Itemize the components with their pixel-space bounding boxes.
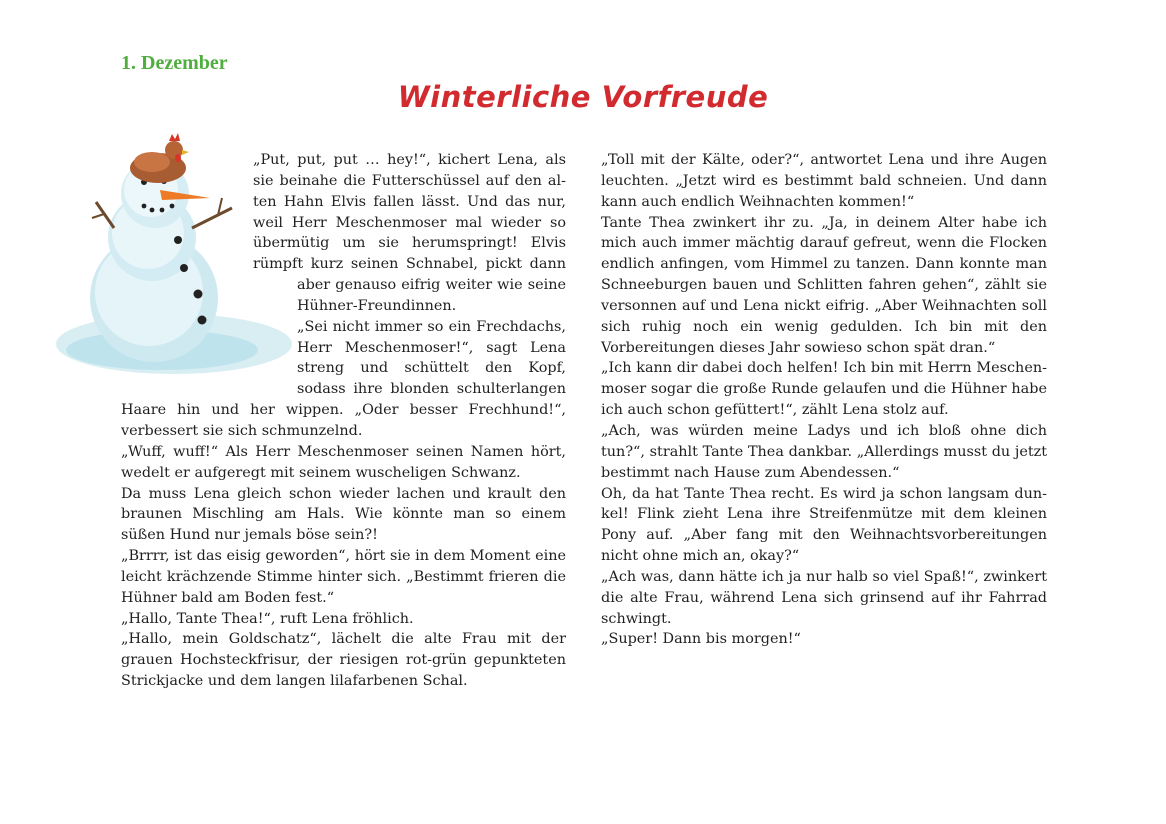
left-column (121, 150, 566, 692)
paragraph: „Toll mit der Kälte, oder?“, antwortet Lena und ihre Augen leuchten. „Jetzt wird es bestimmt bald schneien. Und dann kann auch endlich Weihnachten kommen!“ (601, 152, 1047, 210)
illustration-spacer (121, 295, 297, 398)
paragraph: „Ach was, dann hätte ich ja nur halb so viel Spaß!“, zwinkert die alte Frau, während Lena sich grinsend auf ihr Fahrrad schwingt. (601, 568, 1047, 627)
story-title: Winterliche Vorfreude (397, 80, 769, 114)
illustration-spacer (121, 150, 253, 295)
paragraph: Da muss Lena gleich schon wieder lachen und krault den braunen Mischling am Hals. Wie könnte man so einem süßen Hund nur jemals böse sein?! (121, 485, 566, 544)
paragraph: „Wuff, wuff!“ Als Herr Meschenmoser seinen Namen hört, wedelt er aufgeregt mit seinem wuscheligen Schwanz. (121, 443, 566, 481)
paragraph: Tante Thea zwinkert ihr zu. „Ja, in deinem Alter habe ich mich auch immer mächtig darauf gefreut, wenn die Flocken endlich anfingen, vom Himmel zu tanzen. Dann konnte man Schneeburgen bauen und Schlitten fahren gehen“, zählt sie versonnen auf und Lena nickt eifrig. „Aber Weihnachten soll sich ruhig noch ein wenig gedulden. Ich bin mit den Vorbereitungen dieses Jahr sowieso schon spät dran.“ (601, 214, 1047, 356)
paragraph: Oh, da hat Tante Thea recht. Es wird ja schon langsam dunkel! Flink zieht Lena ihre Streifenmütze mit dem kleinen Pony auf. „Aber fang mit den Weihnachtsvorbereitungen nicht ohne mich an, okay?“ (601, 485, 1047, 565)
paragraph: „Hallo, mein Goldschatz“, lächelt die alte Frau mit der grauen Hochsteckfrisur, der riesigen rot-grün gepunkteten Strickjacke und dem langen lilafarbenen Schal. (121, 631, 566, 690)
paragraph: „Sei nicht immer so ein Frechdachs, Herr Meschenmoser!“, sagt Lena streng und schüttelt den Kopf, sodass ihre blonden schulterlangen Haare hin und her wippen. „Oder besser Frechhund!“, verbessert sie sich schmunzelnd. (121, 318, 566, 439)
paragraph: „Hallo, Tante Thea!“, ruft Lena fröhlich. (121, 610, 414, 627)
right-column (601, 150, 1047, 650)
date-heading: 1. Dezember (121, 52, 228, 74)
paragraph: „Super! Dann bis morgen!“ (601, 631, 801, 648)
paragraph: „Brrrr, ist das eisig geworden“, hört sie in dem Moment eine leicht krächzende Stimme hinter sich. „Bestimmt frieren die Hühner bald am Boden fest.“ (121, 548, 566, 606)
paragraph: „Ach, was würden meine Ladys und ich bloß ohne dich tun?“, strahlt Tante Thea dankbar. „Allerdings musst du jetzt bestimmt nach Hause zum Abendessen.“ (601, 422, 1047, 481)
paragraph: „Put, put, put … hey!“, kichert Lena, als sie beinahe die Futterschüssel auf den alten Hahn Elvis fallen lässt. Und das nur, weil Herr Meschenmoser mal wieder so übermütig um sie herumspringt! Elvis rümpft kurz seinen Schnabel, pickt dann aber genauso eifrig weiter wie seine Hühner-Freundinnen. (253, 152, 566, 314)
paragraph: „Ich kann dir dabei doch helfen! Ich bin mit Herrn Meschenmoser sogar die große Runde gelaufen und die Hühner habe ich auch schon gefüttert!“, zählt Lena stolz auf. (601, 360, 1047, 419)
